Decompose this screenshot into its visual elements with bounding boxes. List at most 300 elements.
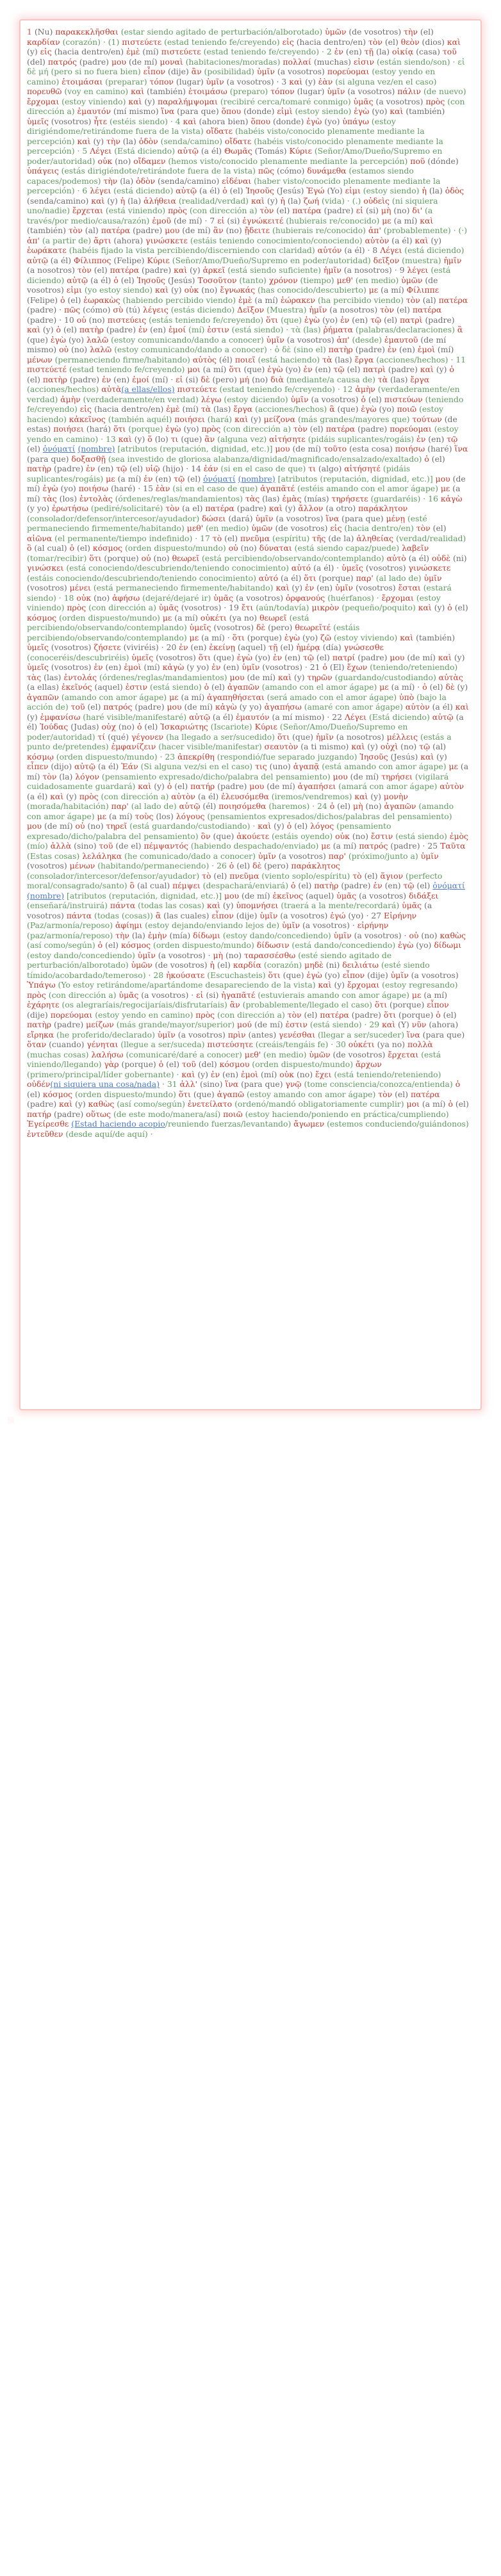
greek-word: ὁ (290, 881, 296, 890)
translation-text: (y) (368, 791, 384, 801)
translation-text: (padre) (51, 1109, 86, 1119)
greek-word: ὅ (147, 434, 152, 444)
translation-text: (la) (120, 136, 139, 146)
greek-word: ἡ (280, 195, 285, 206)
greek-word: μονὴν (383, 791, 408, 801)
text-panel (19, 19, 482, 1410)
translation-text: (el) (301, 1009, 320, 1020)
greek-word: εἰς (282, 37, 294, 47)
greek-word: τὰς (27, 672, 42, 682)
greek-word: ἀμὴν (60, 394, 81, 404)
greek-word: ὅτι (265, 314, 279, 325)
greek-word: ἃ (329, 404, 335, 414)
greek-word: ἀγαπηθήσεται (207, 692, 265, 702)
translation-text: (dios) (419, 37, 447, 47)
gloss-link[interactable]: (a ellas/ellos) (121, 384, 175, 394)
gloss-text: (estoy viniendo) (27, 592, 441, 612)
greek-word: πορεύομαι (390, 424, 432, 434)
greek-word: τὰ (377, 374, 388, 384)
translation-text: (y) (331, 980, 348, 990)
gloss-text: (voy en camino) (62, 86, 131, 96)
greek-word: ἐν (102, 374, 111, 384)
gloss-text: (dejaré/dejaré ir) (140, 592, 214, 603)
greek-word: χρόνον (268, 275, 298, 285)
greek-word: ὅτι (229, 364, 242, 374)
translation-text: (mí) (434, 345, 454, 354)
translation-text: (y yo) (236, 702, 265, 712)
greek-word: μού (237, 1020, 252, 1029)
greek-word: εἰς (330, 523, 342, 533)
translation-text: (hacia dentro/en) (293, 37, 369, 47)
greek-word: ἐν (138, 325, 148, 334)
translation-text: (donde) (241, 106, 277, 116)
gloss-text: (morada/habitación) (27, 801, 111, 811)
gloss-link[interactable]: (nombre) (78, 444, 115, 453)
translation-text: (a mí) (27, 762, 469, 781)
gloss-text: (mediante/a causa de) (283, 374, 378, 384)
translation-text: (no) (86, 314, 108, 325)
greek-word: ἐμαυτόν (236, 712, 270, 722)
greek-word: ὑμῖν (420, 851, 439, 861)
gloss-text: (el permanente/tiempo indefinido) · 17 (52, 533, 213, 543)
translation-text: (a nosotros) (327, 305, 381, 314)
greek-word: ὅτι (113, 424, 126, 434)
greek-word: Ἰσκαριώτης (160, 722, 208, 731)
greek-word: ὁ (204, 682, 209, 692)
gloss-text: (guardando/custodiando) (332, 672, 439, 682)
greek-word: ὑμᾶς (402, 901, 422, 910)
greek-word: ποιῶ (223, 1109, 243, 1119)
gloss-text: (está amando con amor ágape) (319, 762, 449, 771)
translation-text: (vosotros) (353, 583, 398, 592)
greek-word: τὸν (68, 225, 83, 235)
gloss-text: (estoy dirigiéndome/retirándome fuera de la vista) (27, 116, 396, 136)
translation-text: (padre) (422, 314, 455, 325)
greek-word: πέμψαντός (144, 841, 188, 851)
translation-text: (a mí) · (199, 632, 233, 642)
translation-text: (de mí) (252, 1020, 286, 1029)
translation-text: (padre) (139, 265, 174, 275)
translation-text: (padre) (385, 364, 420, 374)
translation-text: (a mí) (391, 215, 420, 225)
gloss-link[interactable]: (nombre) (27, 890, 65, 901)
gloss-link[interactable]: ὀνόματί (432, 881, 465, 890)
translation-text: (yo) (320, 314, 341, 325)
translation-text: (a el) (179, 503, 206, 513)
gloss-link[interactable]: ὀνόματί (42, 444, 76, 453)
greek-word: ὁ (361, 394, 366, 404)
translation-text: (a vosotros) (273, 513, 326, 523)
greek-word: μεθ' (336, 275, 353, 285)
greek-word: τὴν (404, 27, 418, 37)
gloss-text: (estoy siendo) (360, 186, 422, 195)
translation-text: (y) (451, 652, 465, 662)
greek-word: τὸν (287, 1009, 302, 1020)
gloss-text: (si en el caso de que) (218, 464, 309, 473)
greek-word: ποιήσει (174, 414, 205, 424)
greek-word: ἐμφανίσω (40, 712, 81, 722)
greek-word: Τοσοῦτον (197, 275, 237, 285)
greek-word: τοὺς (135, 811, 154, 821)
gloss-text: (verdaderamente/en verdad) (80, 394, 201, 404)
translation-text: (a él) · (311, 563, 342, 573)
translation-text: (porque) (101, 553, 142, 563)
greek-word: λαλήσω (91, 1049, 124, 1059)
greek-word: ἔτι (241, 603, 254, 612)
greek-word: καὶ (206, 901, 220, 910)
translation-text: (que) (280, 970, 307, 980)
translation-text: (padre) · (27, 305, 64, 314)
gloss-text: (está siendo capaz/puede) (292, 543, 402, 553)
translation-text: (muchas) (311, 56, 354, 67)
translation-text: (la) (129, 930, 148, 940)
translation-text: (dije) (233, 910, 260, 920)
greek-word: ὁ (329, 801, 335, 811)
greek-word: ὑμεῖς (27, 642, 49, 652)
translation-text: (pero) (209, 374, 240, 384)
greek-word: αὐτῷ (432, 712, 454, 722)
greek-word: ἐγὼ (361, 404, 377, 414)
greek-word: ὑμῖν (259, 910, 278, 920)
gloss-text: (estéis siendo) · 4 (107, 116, 183, 126)
translation-text: (porque) (244, 632, 284, 642)
gloss-text: (más grandes/mayores que) (295, 414, 413, 424)
translation-text: (de mí) (239, 890, 273, 901)
greek-word: ἔρχομαι (347, 980, 380, 990)
gloss-text: (están siendo/son) · εἰ δὲ μή (pero si no fuera bien) (27, 56, 465, 76)
greek-word: μή (239, 374, 250, 384)
translation-text: (mí) (140, 47, 161, 56)
greek-word: τῆς (312, 533, 326, 543)
gloss-text: (con dirección a) (186, 206, 260, 215)
gloss-text: (todas (cosas)) (92, 910, 156, 920)
greek-word: εἰ (196, 990, 204, 1000)
translation-text: (de vosotros) (152, 960, 210, 970)
greek-word: πατρὶ (400, 314, 423, 325)
gloss-text: (hubierais re/conocido) (283, 215, 382, 225)
translation-text: (de mí mismo) (27, 334, 447, 354)
translation-text: (Jesús) (274, 186, 307, 195)
greek-word: πάλιν (397, 86, 422, 96)
greek-word: μείζων (86, 1020, 114, 1029)
translation-text: (no) (199, 285, 220, 295)
translation-text: (esta cosa) (347, 444, 395, 453)
translation-text: (no) (363, 801, 384, 811)
translation-text: (ya no) (226, 612, 260, 623)
greek-word: ὁ (322, 662, 327, 672)
translation-text: (vosotros) (48, 662, 94, 672)
greek-word: ἀπ' (336, 334, 350, 345)
greek-word: τὴν (103, 175, 118, 186)
gloss-link[interactable]: (ni siquiera una cosa/nada) (50, 1079, 160, 1089)
greek-word: λελάληκα (82, 851, 122, 861)
greek-word: ἵνα (454, 444, 468, 453)
translation-text: (el) (427, 682, 446, 692)
translation-text: (a él) (198, 146, 225, 156)
greek-word: εἶπεν (27, 762, 49, 771)
gloss-text: (está siendo) · τὰ (las) (229, 325, 324, 334)
greek-word: ἐν (210, 1069, 220, 1079)
translation-text: (sino) (197, 1079, 226, 1089)
greek-word: τούτων (412, 414, 442, 424)
greek-word: Ἐάν (121, 762, 138, 771)
translation-text: (de mí) (290, 444, 324, 453)
translation-text: (a mí) (27, 484, 461, 503)
translation-text: (donde) (270, 116, 307, 126)
translation-text: (a vosotros) (373, 96, 426, 106)
translation-text: (padre) (355, 652, 390, 662)
translation-text: (a vosotros) (408, 970, 459, 980)
translation-text: (que) (241, 364, 268, 374)
translation-text: (haré) (425, 444, 455, 453)
gloss-link[interactable]: ὀνόματί (203, 473, 236, 484)
greek-word: ἐμοὶ (417, 345, 435, 354)
greek-word: ἵνα (161, 106, 175, 116)
gloss-text: (hará) (204, 414, 235, 424)
greek-word: ὁ (447, 603, 452, 612)
greek-word: ἵνα (325, 513, 340, 523)
greek-word: ἀγαπῶν (27, 692, 59, 702)
gloss-link[interactable]: (nombre) (238, 473, 275, 484)
translation-text: (en) (425, 434, 447, 444)
greek-word: ἡ (120, 195, 126, 206)
greek-word: γὰρ (104, 1059, 119, 1069)
greek-word: τὴν (115, 930, 129, 940)
translation-text: (de mí) (27, 473, 466, 493)
greek-word: πρὸς (67, 603, 86, 612)
greek-word: οὐ (75, 821, 85, 831)
gloss-text: (muchas cosas) (27, 1049, 92, 1059)
greek-word: ὑμεῖς (189, 623, 211, 632)
translation-text: (de mí) (264, 781, 298, 791)
gloss-link[interactable]: (Estad haciendo acopio (71, 1119, 165, 1129)
greek-word: μου (165, 225, 180, 235)
greek-word: δεῖξον (373, 255, 400, 265)
translation-text: (ahora) (426, 1020, 459, 1029)
greek-word: τοῦ (182, 1059, 196, 1069)
greek-word: μὴ (381, 206, 391, 215)
gloss-text: (estemos conduciendo/guiándonos) (324, 1119, 469, 1129)
greek-word: ἐν (94, 662, 103, 672)
translation-text: (pero) (265, 623, 295, 632)
greek-word: πρὸς (79, 791, 99, 801)
translation-text: (padre) (76, 56, 111, 67)
translation-text: (a mí) (421, 990, 448, 1000)
translation-text: (haré) · 15 (108, 484, 156, 493)
gloss-text: (estad teniendo fe/creyendo) · 12 (217, 384, 356, 394)
greek-word: λέγεις (142, 305, 168, 314)
greek-word: Θωμᾶς (224, 146, 252, 156)
greek-word: ἑωράκατε (27, 245, 67, 255)
greek-word: ἑτοιμάσαι (62, 76, 103, 86)
greek-word: ὑμῖν (206, 76, 224, 86)
greek-word: ἐμὲ (126, 47, 140, 56)
gloss-text: (con dirección a) (27, 96, 465, 116)
greek-word: ἐγνώκειτέ (242, 215, 284, 225)
translation-text: (a él) (88, 275, 114, 285)
gloss-text: · 31 (160, 1079, 180, 1089)
translation-text: (a mí mismo) · 22 (269, 712, 345, 722)
translation-text: (si) (183, 374, 201, 384)
gloss-text: (desde aquí/de aquí) · (63, 1129, 153, 1139)
greek-word: καὶ (382, 1020, 396, 1029)
greek-word: μὴ (353, 801, 363, 811)
greek-word: παράκλητον (358, 503, 408, 513)
greek-word: καὶ (91, 195, 105, 206)
greek-word: καρδία (233, 960, 261, 970)
translation-text: (de mí) (347, 771, 382, 781)
translation-text: (dije) (27, 1009, 51, 1020)
greek-word: ἐν (334, 47, 343, 56)
translation-text: (a vosotros) (233, 592, 286, 603)
greek-word: ὁ (69, 543, 75, 553)
greek-word: πρὸς (425, 96, 445, 106)
greek-word: ἔργα (354, 354, 374, 364)
greek-word: ὅτι (198, 652, 211, 662)
greek-word: μηδὲ (304, 960, 324, 970)
translation-text: (ni) (450, 553, 467, 563)
greek-word: ἀγαπῶν (384, 801, 416, 811)
greek-word: ὑμῖν (282, 920, 300, 930)
translation-text: (yo) (376, 404, 397, 414)
translation-text: (y) (63, 791, 79, 801)
greek-word: ἐν (387, 345, 397, 354)
translation-text: (dará) (226, 513, 256, 523)
gloss-text: (he comunicado/dado a conocer) (122, 851, 258, 861)
gloss-text: (primero/principal/líder gobernante) · (27, 1069, 182, 1079)
greek-word: ἂν (229, 1000, 240, 1009)
gloss-text: (estoy amando con amor ágape) (244, 1089, 379, 1099)
translation-text: (aquel) (303, 890, 337, 901)
translation-text: (de mí) (244, 672, 278, 682)
greek-word: δι' (412, 206, 423, 215)
greek-word: πατέρα (412, 305, 442, 314)
greek-word: αἰῶνα (27, 533, 53, 543)
greek-word: καὶ (438, 652, 452, 662)
translation-text: (yo) (369, 106, 390, 116)
greek-word: ὑμῖν (157, 1029, 176, 1039)
gloss-text: (amando con amor ágape) (58, 692, 170, 702)
greek-word: πνεῦμα (229, 870, 259, 881)
greek-word: Ἰησοῦς (136, 275, 165, 285)
greek-word: πέμψει (172, 881, 201, 890)
gloss-text: [atributos (reputación, dignidad, etc.)] (275, 473, 436, 484)
greek-word: πιστεύετέ (27, 364, 67, 374)
greek-word: ποιήσω (78, 484, 109, 493)
greek-word: δίδωμι (193, 930, 220, 940)
greek-word: μένει (69, 583, 91, 592)
greek-word: καὶ (455, 702, 469, 712)
gloss-text: (estoy comunicando/dando a conocer) (108, 334, 267, 345)
translation-text: (a él) (47, 255, 74, 265)
greek-word: ὅτι (178, 1089, 191, 1099)
translation-text: (y) (289, 583, 305, 592)
gloss-text: (llegue a ser/suceda) (118, 1039, 208, 1049)
greek-word: ζήσετε (94, 642, 121, 652)
greek-word: διὰ (270, 374, 284, 384)
gloss-text: (así como/según) (27, 940, 98, 950)
gloss-text: (estoy dejando/enviando lejos de) (142, 920, 283, 930)
gloss-text: (despachará/enviará) (200, 881, 291, 890)
greek-word: ἐγώ (330, 910, 346, 920)
greek-word: καὶ (420, 215, 434, 225)
translation-text: (a él) (278, 573, 304, 583)
greek-word: οὐχ (101, 722, 116, 731)
greek-word: τις (255, 762, 267, 771)
greek-word: ἐμὴν (147, 930, 167, 940)
gloss-text: (está diciendo) (111, 186, 176, 195)
greek-word: ἐμὰς (282, 493, 302, 503)
gloss-text: (estamos siendo capaces/podemos) (27, 166, 414, 186)
greek-word: ζωή (303, 195, 320, 206)
greek-word: ἠκούσατε (166, 970, 205, 980)
greek-word: δὲ (201, 374, 210, 384)
gloss-text: (estoy viniendo) (59, 96, 129, 106)
translation-text: (en) (220, 662, 242, 672)
greek-word: ἡ (209, 960, 215, 970)
greek-word: μένῃ (386, 513, 406, 523)
greek-word: καὶ (250, 195, 265, 206)
gloss-text: (está dando/concediendo) (289, 940, 398, 950)
greek-word: ὁ (60, 295, 65, 305)
gloss-text: (corazón) · (1) (60, 37, 122, 47)
greek-word: πατὴρ (27, 1020, 52, 1029)
translation-text: (no) (398, 742, 420, 751)
translation-text: (aquel) (92, 682, 126, 692)
translation-text: (y) (104, 195, 120, 206)
translation-text: (a él) (406, 553, 432, 563)
greek-word: ἐμοί (168, 325, 186, 334)
greek-word: πατήρ (27, 1109, 52, 1119)
translation-text: (a nosotros) (27, 265, 78, 275)
greek-word: αὐτὰ (101, 384, 122, 394)
translation-text: (padre) · 25 (388, 841, 441, 851)
gloss-text: (está permaneciendo firmemente/habitando) (90, 583, 276, 592)
greek-word: δὲ (445, 682, 455, 692)
greek-word: τῷ (370, 314, 382, 325)
greek-word: οἰκίᾳ (391, 47, 414, 56)
greek-word: ἂν (204, 434, 215, 444)
translation-text: (no) (85, 821, 106, 831)
gloss-text: (pidáis suplicantes/rogáis) (27, 464, 411, 484)
translation-text: (a él) (27, 791, 51, 801)
greek-word: μικρὸν (311, 603, 340, 612)
gloss-text: (está teniendo/reteniendo) (331, 1069, 441, 1079)
translation-text: (al) (420, 295, 439, 305)
greek-word: ἐν (144, 473, 153, 484)
greek-word: πατήρ (190, 781, 215, 791)
translation-text: (vosotros) (27, 583, 70, 592)
greek-word: ἀλλ' (179, 1079, 198, 1089)
gloss-text: (está viniendo/llegando) (27, 1049, 441, 1069)
greek-word: πατέρα (411, 1089, 440, 1099)
translation-text: (no) (112, 156, 134, 166)
greek-word: με (321, 841, 331, 851)
greek-word: τῷ (403, 881, 415, 890)
gloss-text: (estás dirigiéndote/retirándote fuera de la vista) (58, 166, 258, 175)
translation-text: (lugar) (294, 86, 327, 96)
greek-word: ἑωρακὼς (83, 295, 120, 305)
greek-word: Ἰησοῦς (245, 186, 274, 195)
translation-text: (el) (381, 314, 400, 325)
gloss-text: (amando con el amor ágape) (259, 682, 380, 692)
translation-text: (no) (115, 722, 137, 731)
greek-word: καὶ (390, 106, 404, 116)
verse-number: 1 (27, 27, 32, 37)
greek-word: πρὶν (227, 1029, 246, 1039)
greek-word: μένων (69, 861, 95, 870)
greek-word: ὃ (27, 543, 32, 553)
